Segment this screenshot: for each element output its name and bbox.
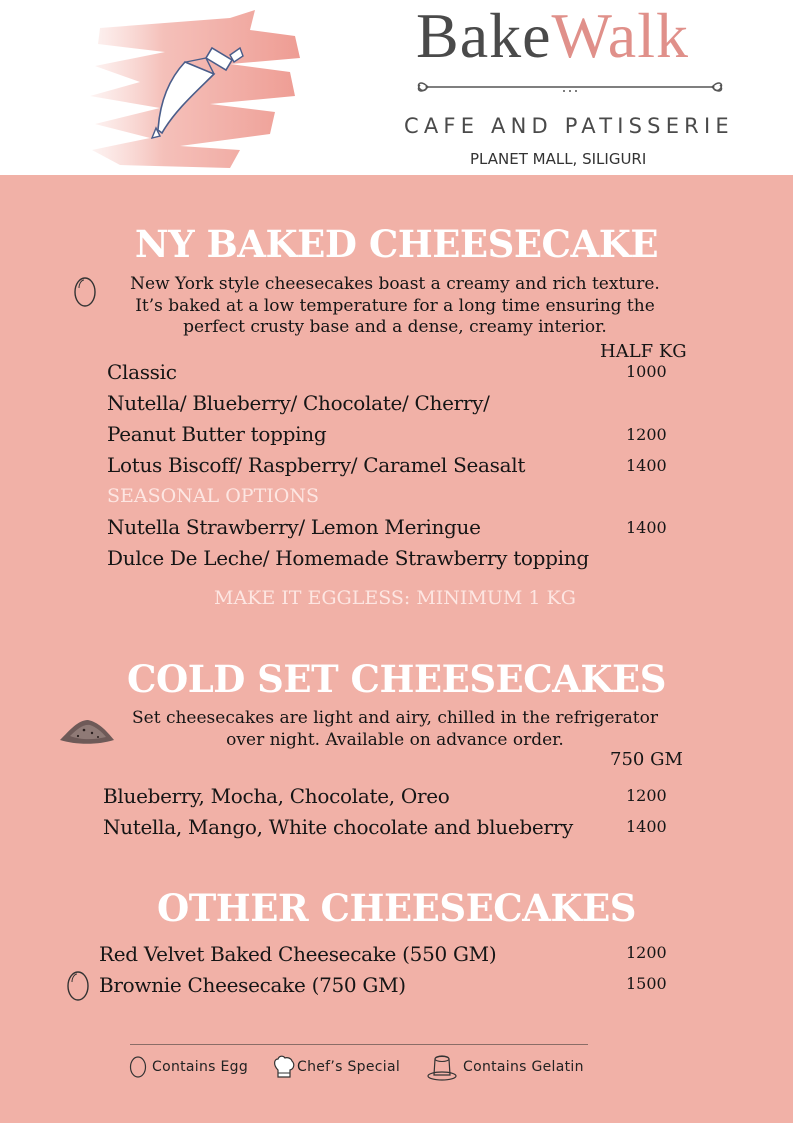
cold-size-header: 750 GM: [610, 749, 683, 770]
cold-description-line: over night. Available on advance order.: [226, 729, 564, 750]
ny-description: [90, 274, 700, 339]
section-title-cold-set: COLD SET CHEESECAKES: [127, 657, 666, 701]
menu-item-price: 1400: [626, 817, 667, 836]
chef-hat-icon: [272, 1052, 296, 1080]
menu-item-price: 1200: [626, 425, 667, 444]
cold-description-line: Set cheesecakes are light and airy, chilled in the refrigerator: [132, 708, 658, 728]
section-title-ny-baked: NY BAKED CHEESECAKE: [134, 222, 659, 266]
legend-chef-label: Chef’s Special: [297, 1059, 401, 1075]
menu-item-name: Nutella, Mango, White chocolate and blueberry: [103, 815, 573, 839]
ny-description-line: It’s baked at a low temperature for a long time ensuring the: [135, 295, 655, 316]
gelatin-icon: [426, 1051, 458, 1081]
egg-icon: [129, 1054, 147, 1078]
section-title-other: OTHER CHEESECAKES: [156, 886, 637, 930]
legend-egg-label: Contains Egg: [152, 1059, 249, 1075]
ny-description-line: New York style cheesecakes boast a creamy and rich texture.: [130, 274, 660, 294]
ny-size-header: HALF KG: [600, 341, 687, 362]
menu-item-name: Dulce De Leche/ Homemade Strawberry topping: [107, 546, 589, 570]
location: PLANET MALL, SILIGURI: [470, 150, 647, 168]
menu-item-price: 1200: [626, 943, 667, 962]
legend-divider: [130, 1044, 588, 1045]
menu-item-price: 1400: [626, 518, 667, 537]
menu-item-name: Blueberry, Mocha, Chocolate, Oreo: [103, 784, 450, 808]
tagline: CAFE AND PATISSERIE: [404, 114, 734, 138]
menu-item-name: Peanut Butter topping: [107, 422, 327, 446]
cold-description: [90, 708, 700, 751]
header: [0, 0, 793, 175]
brand-name-part1: Bake: [416, 0, 552, 71]
menu-item-price: 1400: [626, 456, 667, 475]
ornament-divider-icon: [414, 76, 726, 98]
menu-item-name: Brownie Cheesecake (750 GM): [99, 973, 406, 997]
egg-icon: [66, 968, 90, 1002]
legend-gelatin-label: Contains Gelatin: [463, 1059, 584, 1075]
menu-item-name: Lotus Biscoff/ Raspberry/ Caramel Seasalt: [107, 453, 526, 477]
menu-item-name: Classic: [107, 360, 177, 384]
menu-item-name: Red Velvet Baked Cheesecake (550 GM): [99, 942, 497, 966]
eggless-note: MAKE IT EGGLESS: MINIMUM 1 KG: [214, 587, 576, 609]
brand-name-part2: Walk: [551, 0, 689, 71]
menu-item-name: Nutella/ Blueberry/ Chocolate/ Cherry/: [107, 391, 490, 415]
menu-item-name: Nutella Strawberry/ Lemon Meringue: [107, 515, 481, 539]
menu-item-price: 1200: [626, 786, 667, 805]
piping-bag-logo-graphic: [0, 0, 310, 175]
menu-item-price: 1500: [626, 974, 667, 993]
brand-logo: [416, 0, 689, 71]
ny-description-line: perfect crusty base and a dense, creamy interior.: [183, 317, 607, 337]
menu-item-price: 1000: [626, 362, 667, 381]
seasonal-options-label: SEASONAL OPTIONS: [107, 485, 319, 507]
